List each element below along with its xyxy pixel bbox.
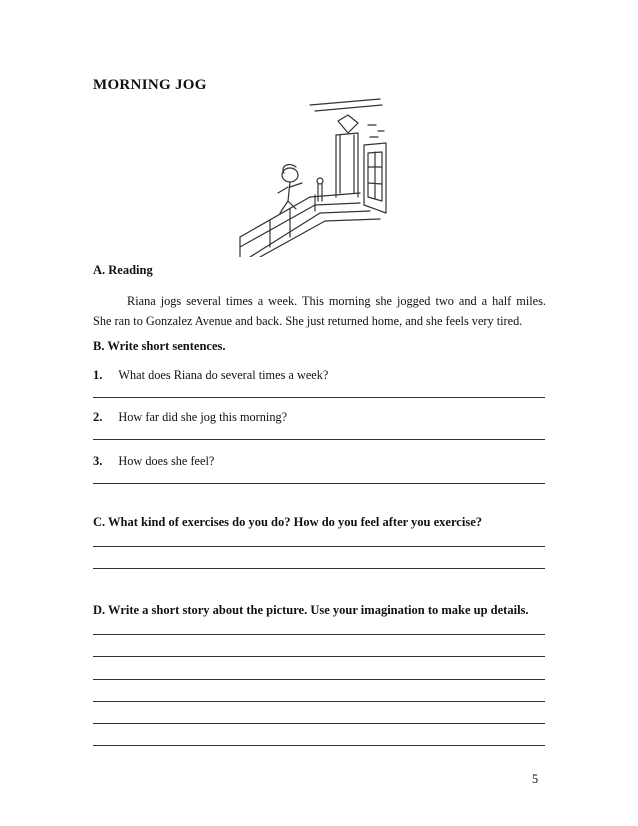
answer-line[interactable] [93, 439, 545, 440]
question-2 [93, 408, 287, 426]
answer-line[interactable] [93, 568, 545, 569]
section-d-heading: D. Write a short story about the picture. Use your imagination to make up details. [93, 603, 529, 617]
answer-line[interactable] [93, 483, 545, 484]
question-text: What does Riana do several times a week? [118, 368, 329, 382]
page-title: MORNING JOG [93, 77, 207, 93]
question-text: How does she feel? [118, 454, 215, 468]
passage-line-1: Riana jogs several times a week. This morning she jogged two and a half miles. [127, 294, 546, 308]
question-number: 3. [93, 454, 103, 468]
section-c-heading: C. What kind of exercises do you do? How do you feel after you exercise? [93, 515, 482, 529]
jogger-house-sketch-icon [230, 97, 390, 257]
answer-line[interactable] [93, 701, 545, 702]
answer-line[interactable] [93, 634, 545, 635]
question-1 [93, 366, 328, 384]
answer-line[interactable] [93, 546, 545, 547]
question-number: 1. [93, 368, 103, 382]
answer-line[interactable] [93, 745, 545, 746]
question-3 [93, 452, 214, 470]
page-number: 5 [532, 772, 539, 786]
passage-line-2: She ran to Gonzalez Avenue and back. She just returned home, and she feels very tired. [93, 314, 523, 328]
reading-passage [93, 291, 546, 331]
question-number: 2. [93, 410, 103, 424]
section-a-heading: A. Reading [93, 263, 153, 277]
question-text: How far did she jog this morning? [118, 410, 288, 424]
answer-line[interactable] [93, 656, 545, 657]
section-b-heading: B. Write short sentences. [93, 339, 226, 353]
answer-line[interactable] [93, 679, 545, 680]
answer-line[interactable] [93, 723, 545, 724]
answer-line[interactable] [93, 397, 545, 398]
